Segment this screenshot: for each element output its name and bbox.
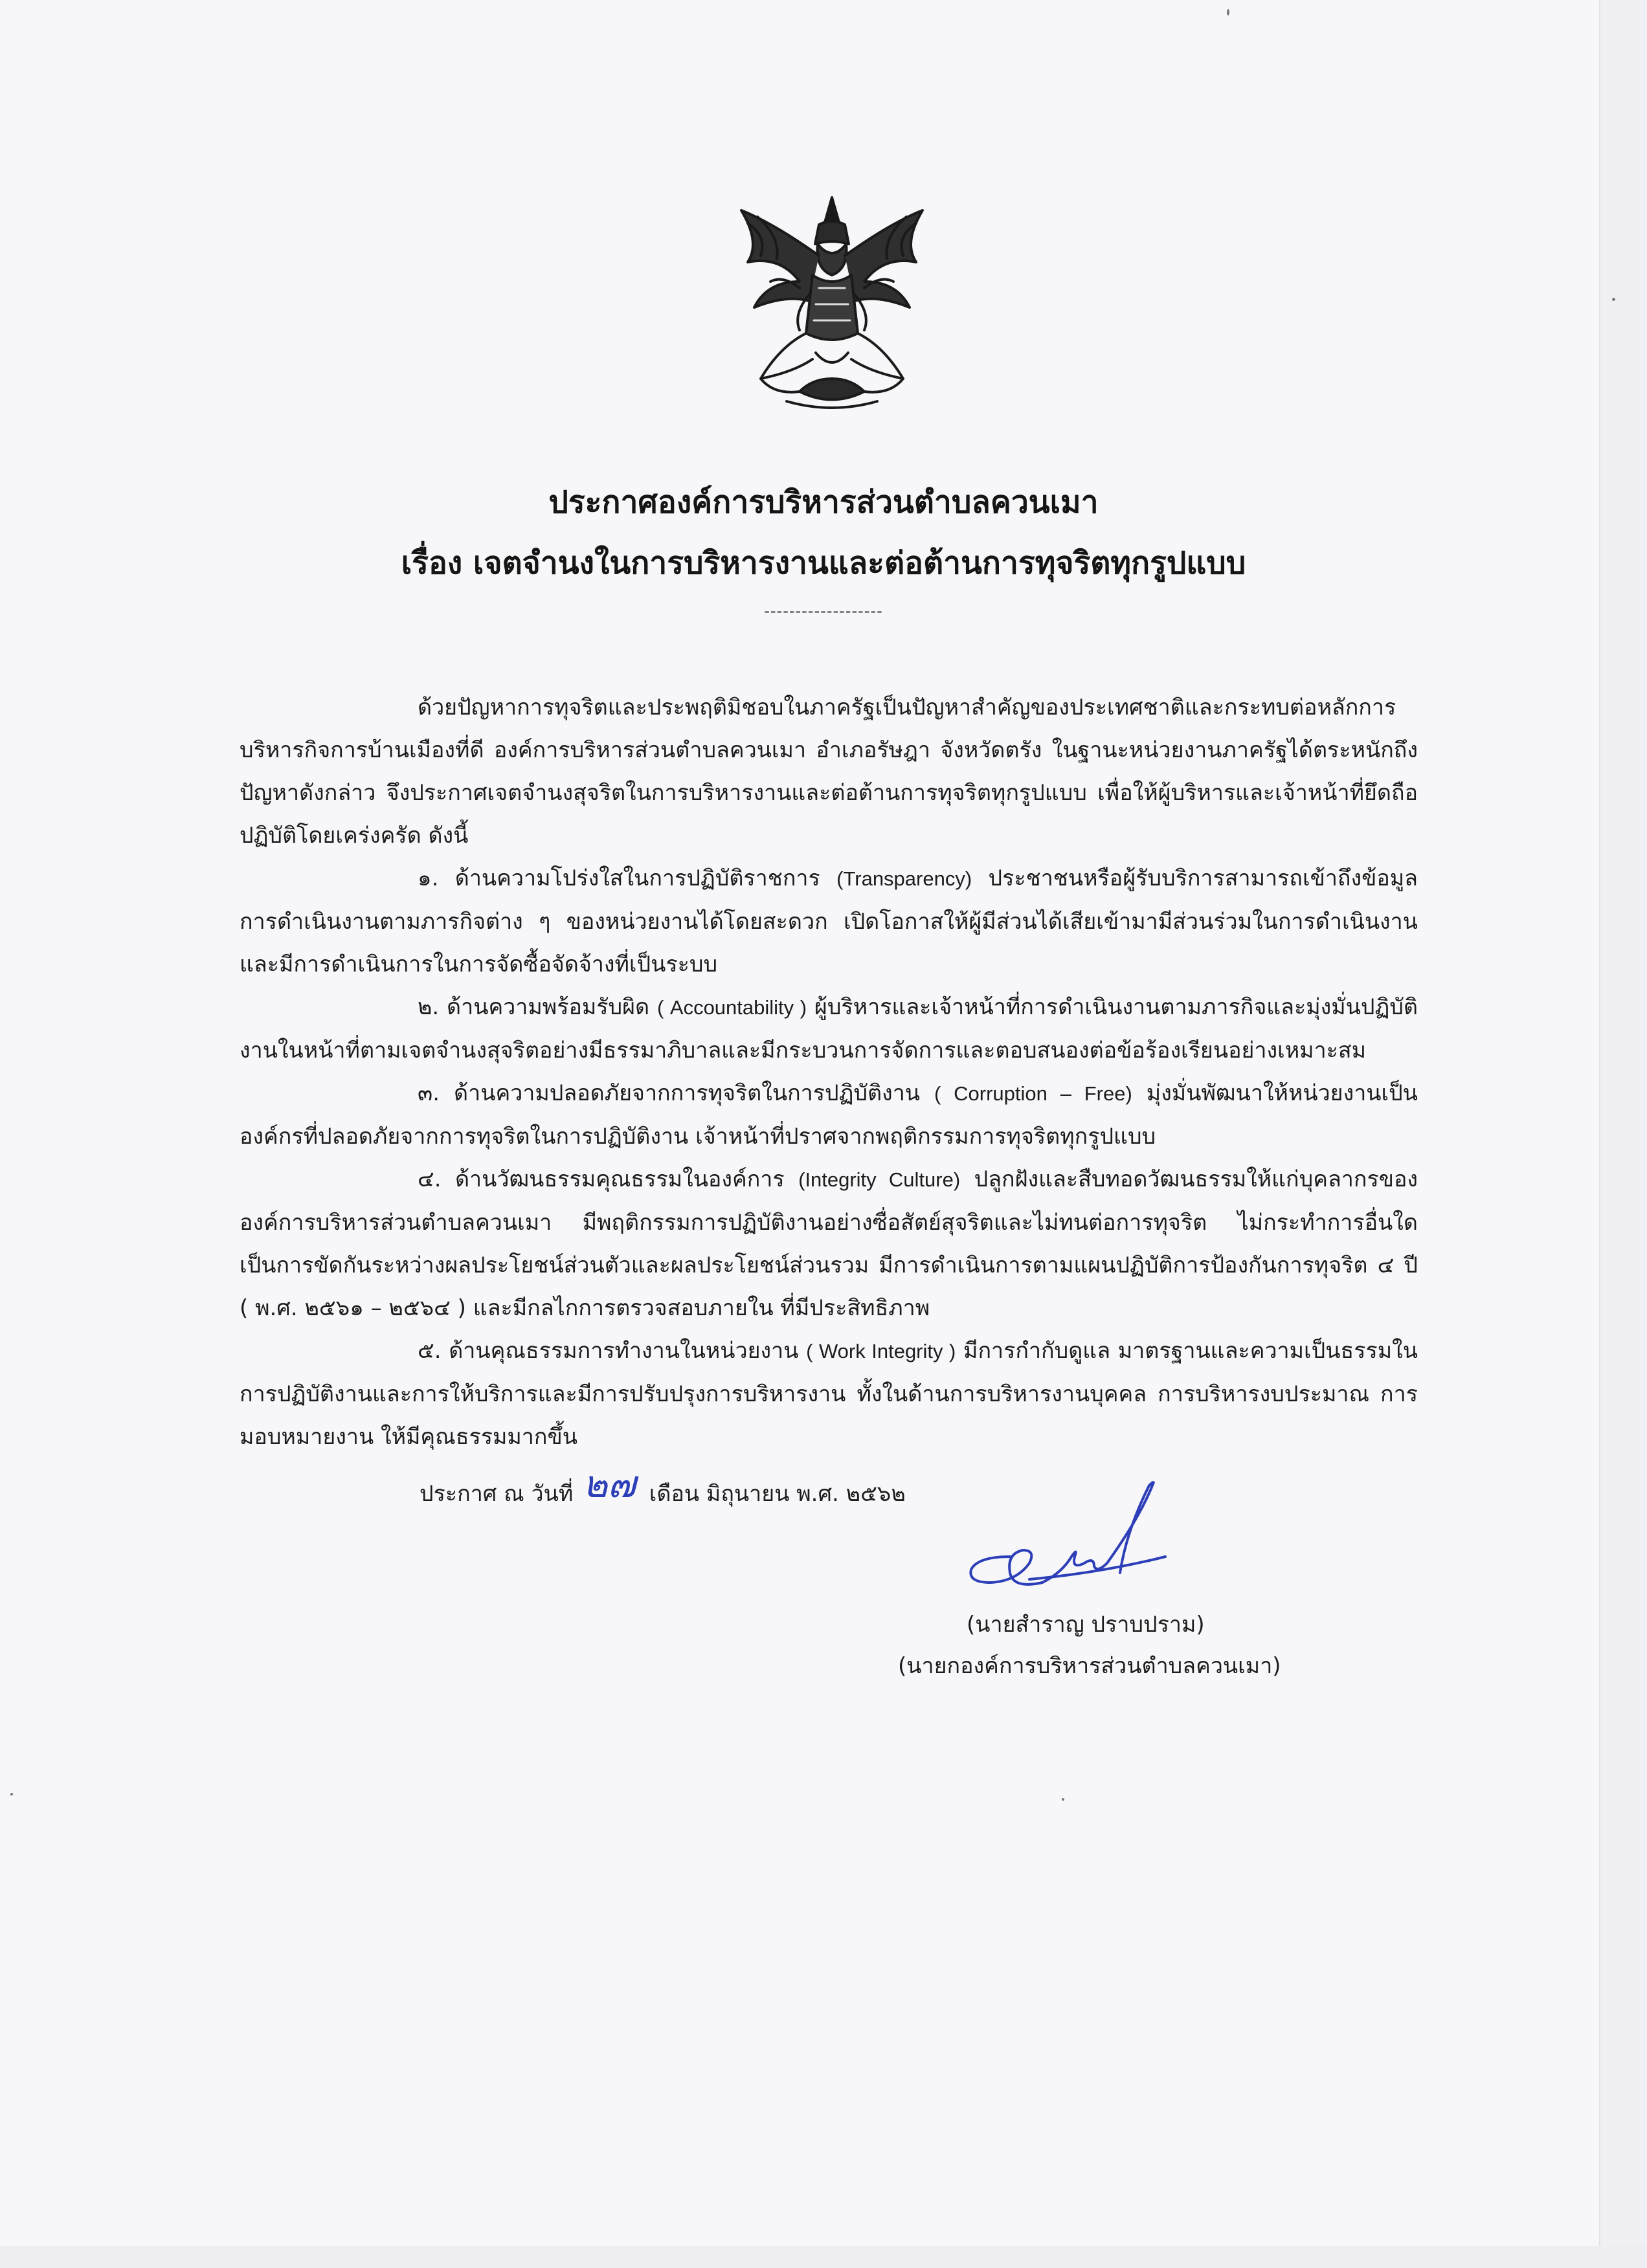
date-prefix: ประกาศ ณ วันที่ xyxy=(420,1481,574,1507)
handwritten-day: ๒๗ xyxy=(583,1462,636,1506)
item-text: ประชาชนหรือผู้รับบริการสามารถเข้าถึงข้อมูลการดำเนินงานตามภารกิจต่าง ๆ ของหน่วยงานได้โดยสะดวก เปิดโอกาสให้ผู้มีส่วนได้เสียเข้ามามีส่วนร่วมในการดำเนินงานและมีการดำเนินการในการจัดซื้อจัดจ้างที่เป็นระบบ xyxy=(240,865,1418,977)
scan-speck xyxy=(10,1793,13,1796)
item-term: (Transparency) xyxy=(836,867,972,890)
item-text: ปลูกฝังและสืบทอดวัฒนธรรมให้แก่บุคลากรขององค์การบริหารส่วนตำบลควนเมา มีพฤติกรรมการปฏิบัติงานอย่างซื่อสัตย์สุจริตและไม่ทนต่อการทุจริต ไม่กระทำการอื่นใดเป็นการขัดกันระหว่างผลประโยชน์ส่วนตัวและผลประโยชน์ส่วนรวม มีการดำเนินการตามแผนปฏิบัติการป้องกันการทุจริต ๔ ปี ( พ.ศ. ๒๕๖๑ – ๒๕๖๔ ) และมีกลไกการตรวจสอบภายใน ที่มีประสิทธิภาพ xyxy=(240,1166,1418,1321)
announcement-date xyxy=(420,1458,906,1518)
item-integrity-culture xyxy=(240,1158,1418,1329)
item-work-integrity xyxy=(240,1329,1418,1458)
scan-page-edge xyxy=(1599,0,1647,2268)
item-term: ( Corruption – Free) xyxy=(934,1082,1132,1105)
item-term: ( Work Integrity ) xyxy=(806,1340,956,1362)
handwritten-signature xyxy=(932,1460,1204,1615)
item-heading: ๒. ด้านความพร้อมรับผิด xyxy=(418,994,650,1020)
item-corruption-free xyxy=(240,1072,1418,1158)
date-suffix: เดือน มิถุนายน พ.ศ. ๒๕๖๒ xyxy=(649,1481,906,1507)
item-heading: ๔. ด้านวัฒนธรรมคุณธรรมในองค์การ xyxy=(418,1166,785,1192)
item-heading: ๑. ด้านความโปร่งใสในการปฏิบัติราชการ xyxy=(418,865,820,891)
announcement-subject: เรื่อง เจตจำนงในการบริหารงานและต่อต้านการทุจริตทุกรูปแบบ xyxy=(401,545,1246,581)
title-divider: ------------------- xyxy=(764,602,883,620)
announcement-body xyxy=(240,686,1418,1458)
item-term: ( Accountability ) xyxy=(656,996,807,1019)
announcement-title: ประกาศองค์การบริหารส่วนตำบลควนเมา xyxy=(548,484,1099,520)
item-term: (Integrity Culture) xyxy=(798,1168,961,1191)
scan-speck xyxy=(1062,1798,1064,1801)
item-text: ผู้บริหารและเจ้าหน้าที่การดำเนินงานตามภารกิจและมุ่งมั่นปฏิบัติงานในหน้าที่ตามเจตจำนงสุจริตอย่างมีธรรมาภิบาลและมีกระบวนการจัดการและตอบสนองต่อข้อร้องเรียนอย่างเหมาะสม xyxy=(240,994,1418,1063)
intro-paragraph: ด้วยปัญหาการทุจริตและประพฤติมิชอบในภาครัฐเป็นปัญหาสำคัญของประเทศชาติและกระทบต่อหลักการบริหารกิจการบ้านเมืองที่ดี องค์การบริหารส่วนตำบลควนเมา อำเภอรัษฎา จังหวัดตรัง ในฐานะหน่วยงานภาครัฐได้ตระหนักถึงปัญหาดังกล่าว จึงประกาศเจตจำนงสุจริตในการบริหารงานและต่อต้านการทุจริตทุกรูปแบบ เพื่อให้ผู้บริหารและเจ้าหน้าที่ยึดถือปฏิบัติโดยเคร่งครัด ดังนี้ xyxy=(240,695,1418,849)
garuda-emblem-icon xyxy=(722,184,942,417)
item-transparency xyxy=(240,857,1418,986)
scan-speck xyxy=(1227,9,1229,16)
signatory-position: (นายกองค์การบริหารส่วนตำบลควนเมา) xyxy=(898,1653,1281,1679)
item-accountability xyxy=(240,986,1418,1072)
item-heading: ๕. ด้านคุณธรรมการทำงานในหน่วยงาน xyxy=(418,1338,799,1364)
signatory-name: (นายสำราญ ปราบปราม) xyxy=(967,1612,1205,1638)
scan-bottom-edge xyxy=(0,2246,1647,2268)
item-text: มีการกำกับดูแล มาตรฐานและความเป็นธรรมในการปฏิบัติงานและการให้บริการและมีการปรับปรุงการบริหารงาน ทั้งในด้านการบริหารงานบุคคล การบริหารงบประมาณ การมอบหมายงาน ให้มีคุณธรรมมากขึ้น xyxy=(240,1338,1418,1450)
item-heading: ๓. ด้านความปลอดภัยจากการทุจริตในการปฏิบัติงาน xyxy=(418,1080,921,1106)
item-text: มุ่งมั่นพัฒนาให้หน่วยงานเป็นองค์กรที่ปลอดภัยจากการทุจริตในการปฏิบัติงาน เจ้าหน้าที่ปราศจากพฤติกรรมการทุจริตทุกรูปแบบ xyxy=(240,1080,1418,1150)
scan-speck xyxy=(1612,298,1615,301)
